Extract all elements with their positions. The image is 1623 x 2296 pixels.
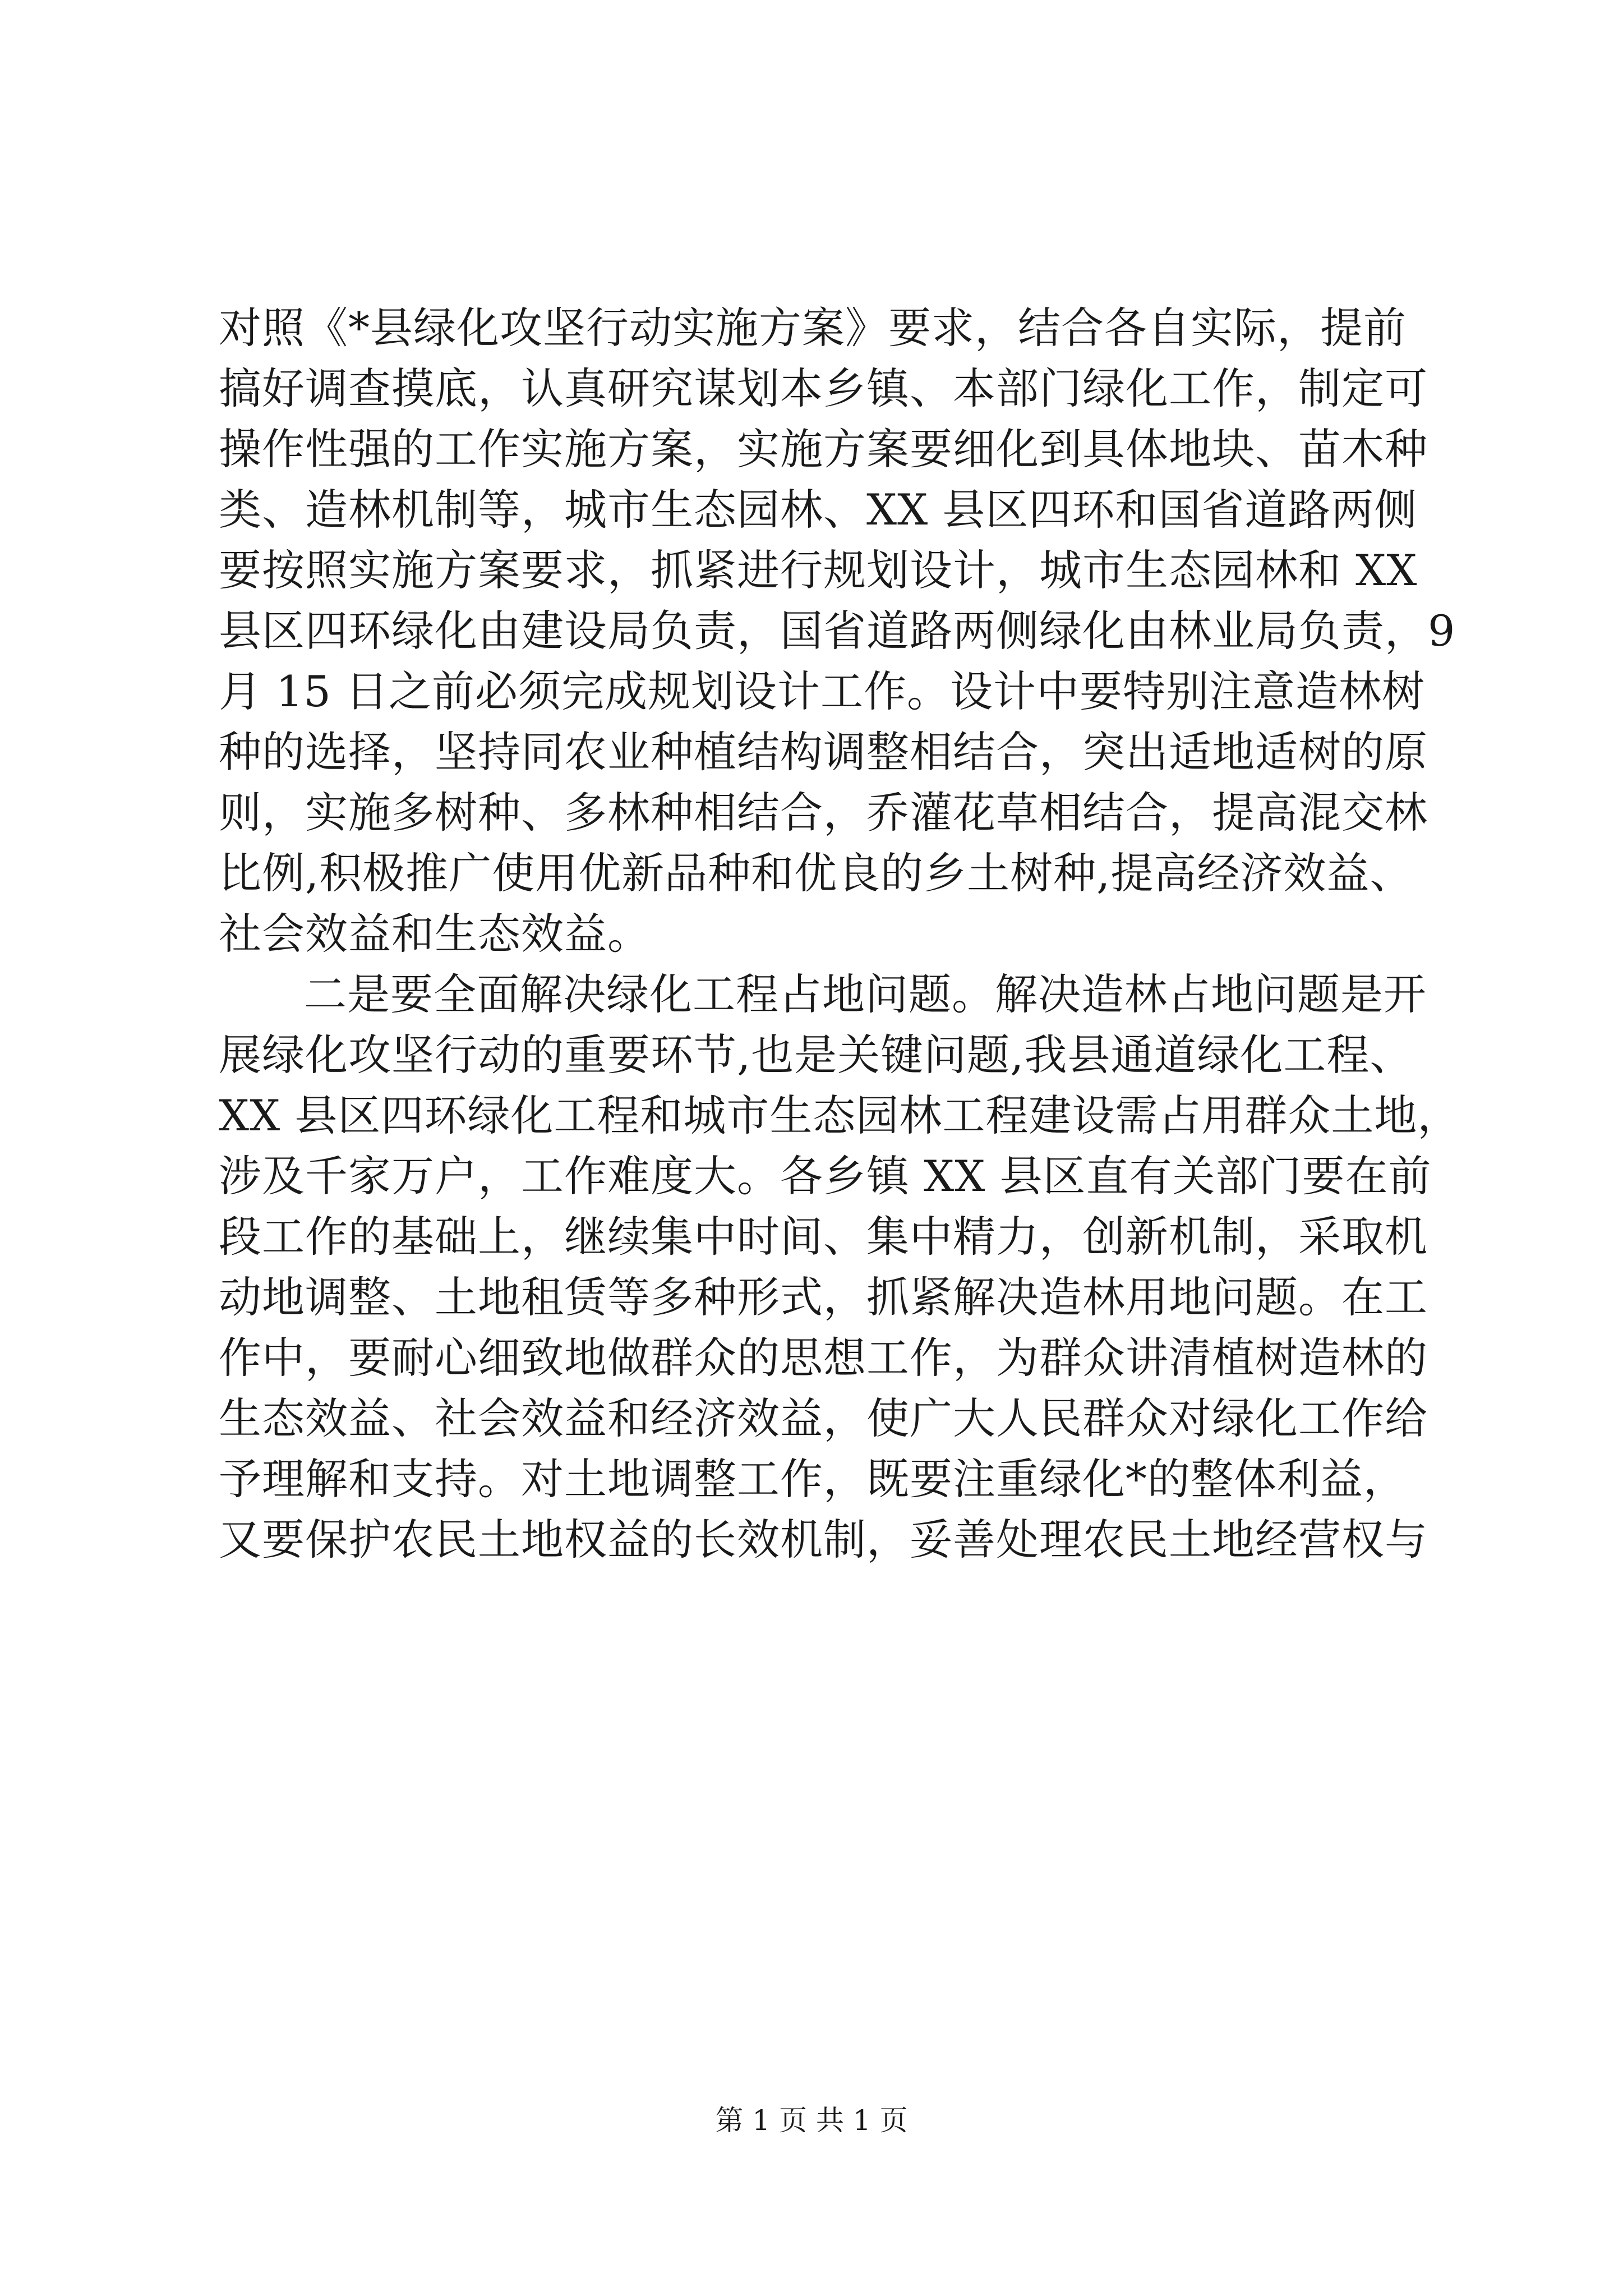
paragraph-line: 县区四环绿化由建设局负责，国省道路两侧绿化由林业局负责，9	[219, 606, 1456, 656]
paragraph-line: 社会效益和生态效益。	[219, 909, 651, 959]
paragraph-line: 段工作的基础上，继续集中时间、集中精力，创新机制，采取机	[219, 1212, 1428, 1262]
paragraph-line: 涉及千家万户，工作难度大。各乡镇 XX 县区直有关部门要在前	[219, 1151, 1432, 1201]
paragraph-line: 操作性强的工作实施方案，实施方案要细化到具体地块、苗木种	[219, 424, 1428, 474]
paragraph-line: 展绿化攻坚行动的重要环节,也是关键问题,我县通道绿化工程、	[219, 1030, 1413, 1080]
paragraph-line: 动地调整、土地租赁等多种形式，抓紧解决造林用地问题。在工	[219, 1272, 1428, 1322]
paragraph-line: 类、造林机制等，城市生态园林、XX 县区四环和国省道路两侧	[219, 485, 1418, 535]
paragraph-line: 又要保护农民土地权益的长效机制，妥善处理农民土地经营权与	[219, 1515, 1428, 1565]
paragraph-line: 作中，要耐心细致地做群众的思想工作，为群众讲清植树造林的	[219, 1333, 1428, 1383]
paragraph-line: 种的选择，坚持同农业种植结构调整相结合，突出适地适树的原	[219, 727, 1428, 777]
paragraph-line: XX 县区四环绿化工程和城市生态园林工程建设需占用群众土地，	[219, 1091, 1461, 1140]
paragraph-line: 予理解和支持。对土地调整工作，既要注重绿化*的整体利益，	[219, 1454, 1407, 1504]
paragraph-line: 对照《*县绿化攻坚行动实施方案》要求，结合各自实际，提前	[219, 303, 1407, 353]
paragraph-line: 搞好调查摸底，认真研究谋划本乡镇、本部门绿化工作，制定可	[219, 364, 1428, 413]
page-number-footer: 第 1 页 共 1 页	[715, 2104, 908, 2137]
paragraph-line: 要按照实施方案要求，抓紧进行规划设计，城市生态园林和 XX	[219, 545, 1418, 595]
paragraph-line: 则，实施多树种、多林种相结合，乔灌花草相结合，提高混交林	[219, 788, 1428, 838]
paragraph-line: 月 15 日之前必须完成规划设计工作。设计中要特别注意造林树	[219, 666, 1426, 716]
paragraph-line: 二是要全面解决绿化工程占地问题。解决造林占地问题是开	[304, 969, 1427, 1019]
paragraph-line: 生态效益、社会效益和经济效益，使广大人民群众对绿化工作给	[219, 1393, 1428, 1443]
paragraph-line: 比例,积极推广使用优新品种和优良的乡土树种,提高经济效益、	[219, 848, 1413, 898]
